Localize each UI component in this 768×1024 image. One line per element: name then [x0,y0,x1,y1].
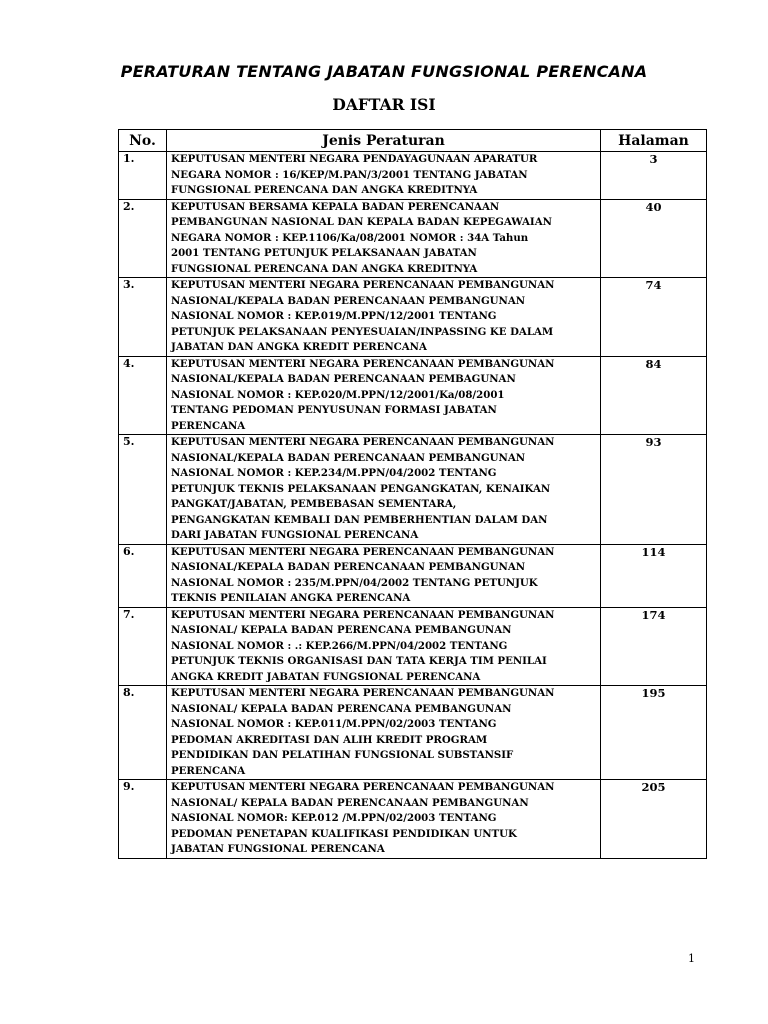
regulation-title-line: ANGKA KREDIT JABATAN FUNGSIONAL PERENCANA [171,670,481,683]
regulation-title-line: PETUNJUK TEKNIS PELAKSANAAN PENGANGKATAN, KENAIKAN [171,482,551,495]
regulation-title-line: FUNGSIONAL PERENCANA DAN ANGKA KREDITNYA [171,262,478,275]
regulation-title-line: KEPUTUSAN MENTERI NEGARA PERENCANAAN PEMBANGUNAN [171,545,555,558]
regulation-title-line: JABATAN DAN ANGKA KREDIT PERENCANA [171,341,427,353]
regulation-title-line: NASIONAL/KEPALA BADAN PERENCANAAN PEMBAGUNAN [171,373,516,385]
regulation-title-line: TENTANG PEDOMAN PENYUSUNAN FORMASI JABATAN [171,404,497,416]
row-number: 4. [119,356,167,435]
document-subtitle: DAFTAR ISI [332,95,436,114]
table-row [119,199,707,278]
regulation-title-line: NASIONAL NOMOR : KEP.011/M.PPN/02/2003 TENTANG [171,718,497,730]
regulation-title-line: NEGARA NOMOR : 16/KEP/M.PAN/3/2001 TENTANG JABATAN [171,168,528,181]
regulation-title-line: NASIONAL NOMOR : KEP.019/M.PPN/12/2001 TENTANG [171,310,497,322]
document-title: PERATURAN TENTANG JABATAN FUNGSIONAL PERENCANA [120,62,648,81]
regulation-title-line: JABATAN FUNGSIONAL PERENCANA [171,843,385,855]
regulation-title-line: PEDOMAN AKREDITASI DAN ALIH KREDIT PROGRAM [171,733,488,746]
header-halaman: Halaman [601,130,707,152]
regulation-title-line: NASIONAL NOMOR : 235/M.PPN/04/2002 TENTANG PETUNJUK [171,576,538,589]
table-row [119,544,707,607]
regulation-title-line: NASIONAL NOMOR : KEP.020/M.PPN/12/2001/Ka/08/2001 [171,388,505,401]
regulation-title-line: NEGARA NOMOR : KEP.1106/Ka/08/2001 NOMOR : 34A Tahun [171,231,529,244]
regulation-title-line: NASIONAL/KEPALA BADAN PERENCANAAN PEMBANGUNAN [171,451,526,464]
regulation-title-line: NASIONAL/KEPALA BADAN PERENCANAAN PEMBANGUNAN [171,561,526,573]
regulation-title [167,435,601,545]
table-body [119,152,707,859]
table-header [119,130,707,152]
regulation-title [167,278,601,357]
page-reference: 40 [601,199,707,278]
regulation-title-line: PETUNJUK PELAKSANAAN PENYESUAIAN/INPASSING KE DALAM [171,325,554,338]
row-number: 6. [119,544,167,607]
table-row [119,435,707,545]
row-number: 7. [119,607,167,686]
page-reference: 74 [601,278,707,357]
regulation-title-line: TEKNIS PENILAIAN ANGKA PERENCANA [171,592,411,604]
table-row [119,780,707,859]
row-number: 2. [119,199,167,278]
regulation-title-line: PENDIDIKAN DAN PELATIHAN FUNGSIONAL SUBSTANSIF [171,749,514,761]
row-number: 1. [119,152,167,200]
regulation-title-line: KEPUTUSAN MENTERI NEGARA PERENCANAAN PEMBANGUNAN [171,608,555,621]
regulation-title [167,152,601,200]
regulation-title [167,686,601,780]
regulation-title-line: KEPUTUSAN MENTERI NEGARA PERENCANAAN PEMBANGUNAN [171,687,555,699]
regulation-title-line: KEPUTUSAN MENTERI NEGARA PERENCANAAN PEMBANGUNAN [171,781,555,793]
regulation-title-line: KEPUTUSAN BERSAMA KEPALA BADAN PERENCANAAN [171,200,500,213]
regulation-title [167,544,601,607]
page-reference: 93 [601,435,707,545]
row-number: 5. [119,435,167,545]
regulation-title-line: DARI JABATAN FUNGSIONAL PERENCANA [171,529,419,541]
header-jenis-peraturan: Jenis Peraturan [167,130,601,152]
regulation-title-line: NASIONAL/KEPALA BADAN PERENCANAAN PEMBANGUNAN [171,294,526,307]
page-reference: 84 [601,356,707,435]
regulation-title-line: PERENCANA [171,764,246,777]
header-no: No. [119,130,167,152]
regulation-title [167,780,601,859]
page-reference: 3 [601,152,707,200]
regulation-title-line: PERENCANA [171,419,246,432]
page-reference: 114 [601,544,707,607]
table-of-contents [118,129,707,859]
regulation-title-line: PENGANGKATAN KEMBALI DAN PEMBERHENTIAN DALAM DAN [171,513,548,526]
table-row [119,607,707,686]
regulation-title-line: KEPUTUSAN MENTERI NEGARA PERENCANAAN PEMBANGUNAN [171,279,555,291]
regulation-title-line: NASIONAL/ KEPALA BADAN PERENCANAAN PEMBANGUNAN [171,796,529,809]
header-row [119,130,707,152]
table-row [119,278,707,357]
regulation-title-line: FUNGSIONAL PERENCANA DAN ANGKA KREDITNYA [171,184,478,196]
regulation-title-line: NASIONAL NOMOR : KEP.234/M.PPN/04/2002 TENTANG [171,467,497,479]
row-number: 9. [119,780,167,859]
table-row [119,152,707,200]
row-number: 8. [119,686,167,780]
regulation-title-line: KEPUTUSAN MENTERI NEGARA PENDAYAGUNAAN APARATUR [171,153,538,165]
table-row [119,686,707,780]
regulation-title-line: PANGKAT/JABATAN, PEMBEBASAN SEMENTARA, [171,498,457,510]
table-row [119,356,707,435]
regulation-title-line: NASIONAL NOMOR: KEP.012 /M.PPN/02/2003 TENTANG [171,812,497,824]
page-reference: 195 [601,686,707,780]
row-number: 3. [119,278,167,357]
regulation-title [167,356,601,435]
regulation-title-line: KEPUTUSAN MENTERI NEGARA PERENCANAAN PEMBANGUNAN [171,436,555,448]
regulation-title-line: NASIONAL/ KEPALA BADAN PERENCANA PEMBANGUNAN [171,702,512,715]
regulation-title-line: PEMBANGUNAN NASIONAL DAN KEPALA BADAN KEPEGAWAIAN [171,216,552,228]
regulation-title-line: PETUNJUK TEKNIS ORGANISASI DAN TATA KERJA TIM PENILAI [171,655,547,667]
regulation-title-line: NASIONAL/ KEPALA BADAN PERENCANA PEMBANGUNAN [171,624,512,636]
regulation-title [167,607,601,686]
page-reference: 174 [601,607,707,686]
regulation-title-line: 2001 TENTANG PETUNJUK PELAKSANAAN JABATAN [171,247,477,259]
regulation-title-line: PEDOMAN PENETAPAN KUALIFIKASI PENDIDIKAN UNTUK [171,827,517,840]
regulation-title-line: NASIONAL NOMOR : .: KEP.266/M.PPN/04/2002 TENTANG [171,639,508,652]
page-number: 1 [688,952,695,965]
page-reference: 205 [601,780,707,859]
regulation-title [167,199,601,278]
regulation-title-line: KEPUTUSAN MENTERI NEGARA PERENCANAAN PEMBANGUNAN [171,357,555,370]
